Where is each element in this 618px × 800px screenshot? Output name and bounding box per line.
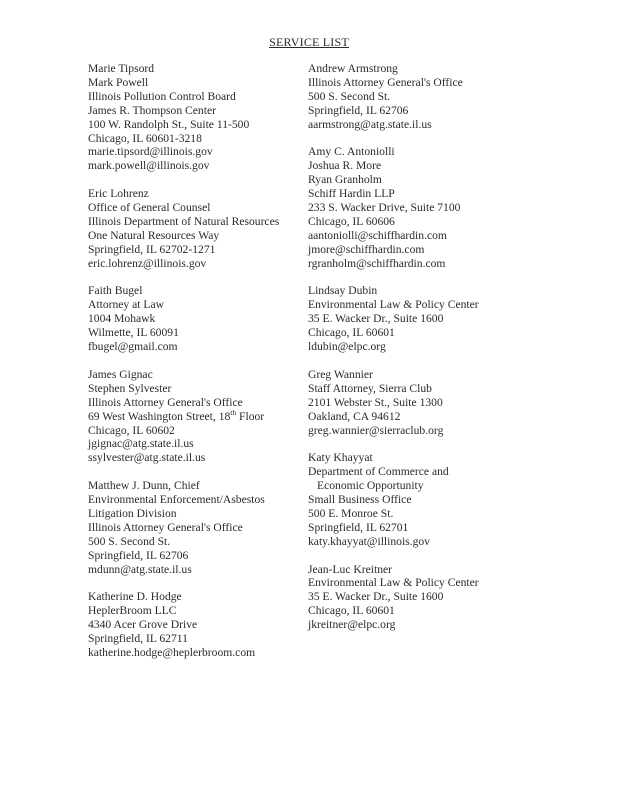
street-prefix: 69 West Washington Street, 18 [88,409,231,423]
entry-line: Attorney at Law [88,298,164,312]
entry-line: Schiff Hardin LLP [308,187,395,201]
entry-line: Jean-Luc Kreitner [308,562,393,576]
entry-line: Amy C. Antoniolli [308,145,395,159]
entry-line: 500 S. Second St. [88,534,171,548]
entry-line: Springfield, IL 62711 [88,632,188,646]
email-address[interactable]: ldubin@elpc.org [308,340,386,354]
entry-line: Faith Bugel [88,284,143,298]
service-entry [88,590,306,660]
email-address[interactable]: ssylvester@atg.state.il.us [88,451,206,465]
entry-line: 35 E. Wacker Dr., Suite 1600 [308,590,444,604]
entry-line: Chicago, IL 60601 [308,326,395,340]
email-address[interactable]: eric.lohrenz@illinois.gov [88,256,207,270]
entry-line: 2101 Webster St., Suite 1300 [308,395,443,409]
entry-line: Mark Powell [88,75,149,89]
email-address[interactable]: aantoniolli@schiffhardin.com [308,228,447,242]
entry-line: Springfield, IL 62706 [308,103,409,117]
entry-line: Department of Commerce and [308,465,449,479]
entry-line: Joshua R. More [308,159,382,173]
email-address[interactable]: fbugel@gmail.com [88,340,178,354]
left-column [88,62,306,674]
entry-line: 500 E. Monroe St. [308,506,394,520]
entry-line: Environmental Law & Policy Center [308,576,479,590]
email-address[interactable]: jmore@schiffhardin.com [308,242,425,256]
service-entry [308,451,508,548]
email-address[interactable]: katy.khayyat@illinois.gov [308,534,430,548]
service-entry [308,563,508,633]
email-address[interactable]: katherine.hodge@heplerbroom.com [88,645,256,659]
entry-line: Illinois Attorney General's Office [88,395,243,409]
email-address[interactable]: mdunn@atg.state.il.us [88,562,192,576]
entry-line: Litigation Division [88,506,177,520]
entry-line: Staff Attorney, Sierra Club [308,381,432,395]
entry-line: 1004 Mohawk [88,312,156,326]
email-address[interactable]: greg.wannier@sierraclub.org [308,423,444,437]
entry-line: Oakland, CA 94612 [308,409,401,423]
page-title: SERVICE LIST [269,35,349,49]
service-entry [308,368,508,438]
entry-line: Chicago, IL 60602 [88,423,175,437]
street-address-line [88,407,306,424]
entry-line: Katherine D. Hodge [88,590,182,604]
entry-line: Lindsay Dubin [308,284,378,298]
email-address[interactable]: mark.powell@illinois.gov [88,159,210,173]
entry-line: Illinois Attorney General's Office [308,75,463,89]
entry-line: Greg Wannier [308,367,373,381]
entry-line: Environmental Law & Policy Center [308,298,479,312]
email-address[interactable]: rgranholm@schiffhardin.com [308,256,446,270]
right-column [308,62,508,646]
service-entry [88,479,306,576]
entry-line-indented: Economic Opportunity [317,479,424,493]
entry-line: Eric Lohrenz [88,187,149,201]
entry-line: James Gignac [88,367,153,381]
entry-line: Springfield, IL 62706 [88,548,189,562]
entry-line: Matthew J. Dunn, Chief [88,479,200,493]
entry-line: Illinois Pollution Control Board [88,89,236,103]
entry-line: 233 S. Wacker Drive, Suite 7100 [308,201,461,215]
email-address[interactable]: jgignac@atg.state.il.us [88,437,194,451]
service-entry [88,187,306,270]
email-address[interactable]: marie.tipsord@illinois.gov [88,145,213,159]
service-entry [88,368,306,465]
service-entry [308,62,508,132]
entry-line: 35 E. Wacker Dr., Suite 1600 [308,312,444,326]
entry-line: Ryan Granholm [308,173,382,187]
service-entry [88,62,306,173]
entry-line: Andrew Armstrong [308,62,398,75]
entry-line: HeplerBroom LLC [88,604,177,618]
entry-line: Illinois Attorney General's Office [88,520,243,534]
service-entry [308,284,508,354]
entry-line: One Natural Resources Way [88,228,220,242]
service-entry [88,284,306,354]
entry-line: Chicago, IL 60601 [308,604,395,618]
entry-line: Environmental Enforcement/Asbestos [88,493,265,507]
entry-line: 500 S. Second St. [308,89,391,103]
entry-line: 4340 Acer Grove Drive [88,618,198,632]
entry-line: Marie Tipsord [88,62,155,75]
service-entry [308,145,508,270]
entry-line: Small Business Office [308,493,412,507]
ordinal-suffix: th [230,407,237,417]
entry-line: Wilmette, IL 60091 [88,326,179,340]
entry-line: Stephen Sylvester [88,381,172,395]
entry-line: Springfield, IL 62701 [308,520,409,534]
entry-line: Chicago, IL 60601-3218 [88,131,202,145]
entry-line: Katy Khayyat [308,451,373,465]
email-address[interactable]: aarmstrong@atg.state.il.us [308,117,432,131]
email-address[interactable]: jkreitner@elpc.org [308,618,396,632]
entry-line: Office of General Counsel [88,201,211,215]
entry-line: Springfield, IL 62702-1271 [88,242,216,256]
entry-line: Chicago, IL 60606 [308,214,395,228]
street-suffix: Floor [236,409,265,423]
entry-line: 100 W. Randolph St., Suite 11-500 [88,117,250,131]
entry-line: Illinois Department of Natural Resources [88,214,280,228]
entry-line: James R. Thompson Center [88,103,216,117]
